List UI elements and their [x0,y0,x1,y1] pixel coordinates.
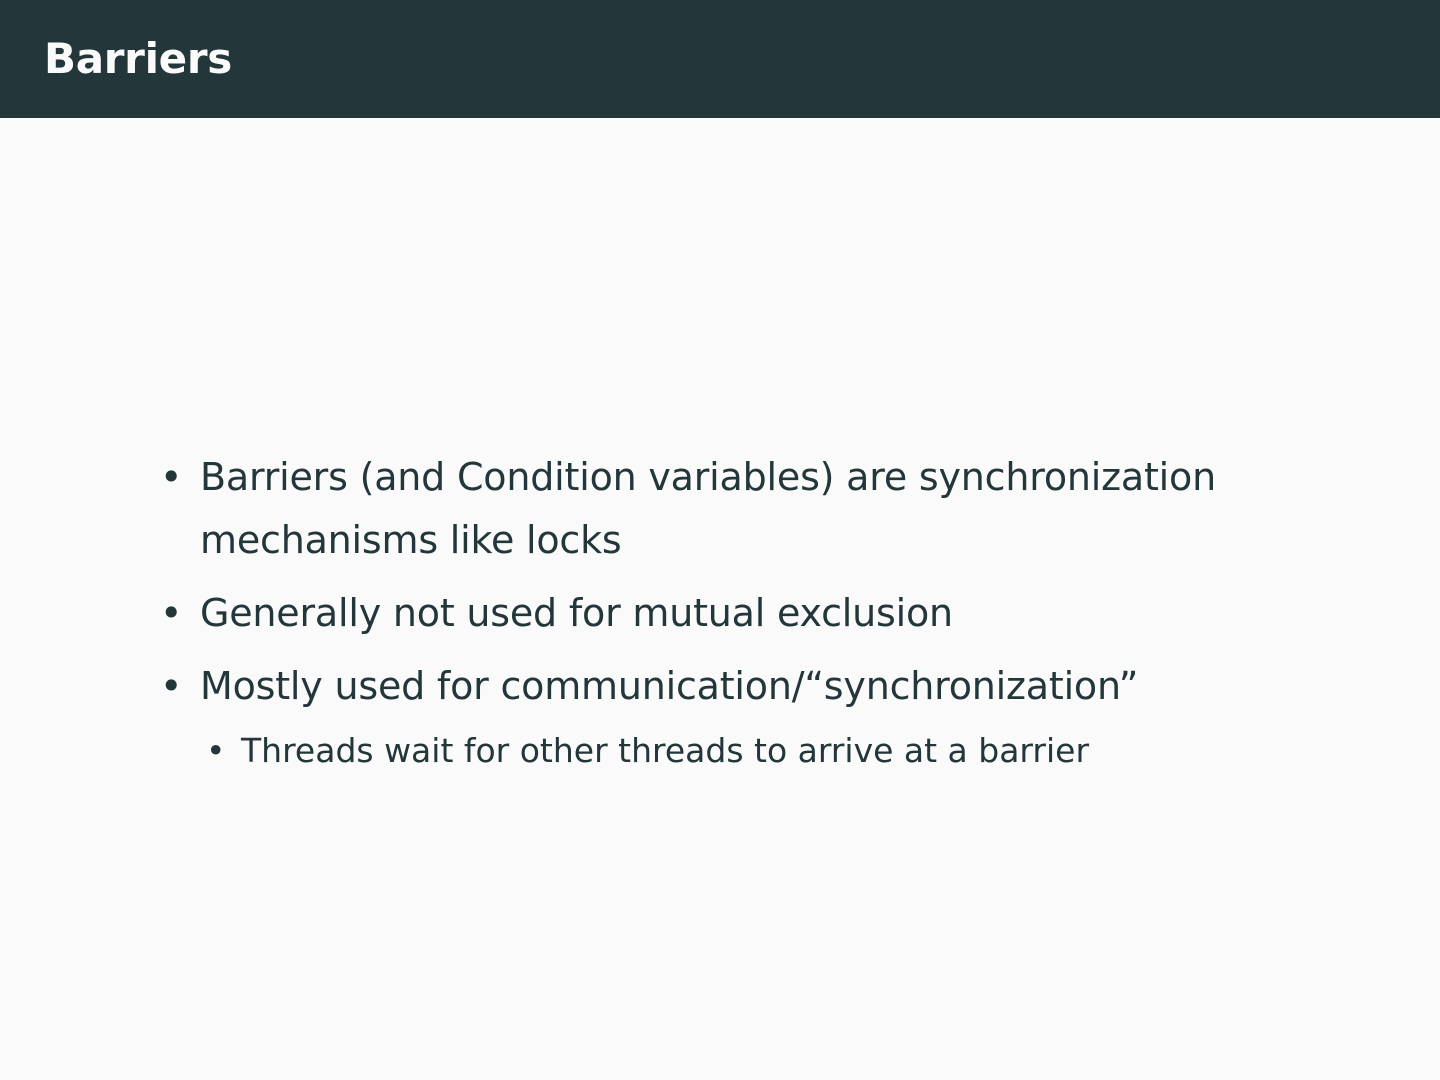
list-item-text: Generally not used for mutual exclusion [200,591,953,635]
bullet-icon: • [206,731,226,770]
list-item [155,655,1295,718]
bullet-icon: • [160,455,183,499]
list-item-text: Barriers (and Condition variables) are synchronization mechanisms like locks [200,455,1216,562]
bullet-icon: • [160,591,183,635]
sub-list-item-text: Threads wait for other threads to arrive at a barrier [241,731,1090,770]
list-item [155,446,1295,572]
bullet-icon: • [160,664,183,708]
list-item-text: Mostly used for communication/“synchronization” [200,664,1139,708]
sub-list-item [155,718,1295,784]
list-item [155,582,1295,645]
slide-title: Barriers [44,34,232,83]
title-bar [0,0,1440,118]
bullet-list [155,446,1295,784]
